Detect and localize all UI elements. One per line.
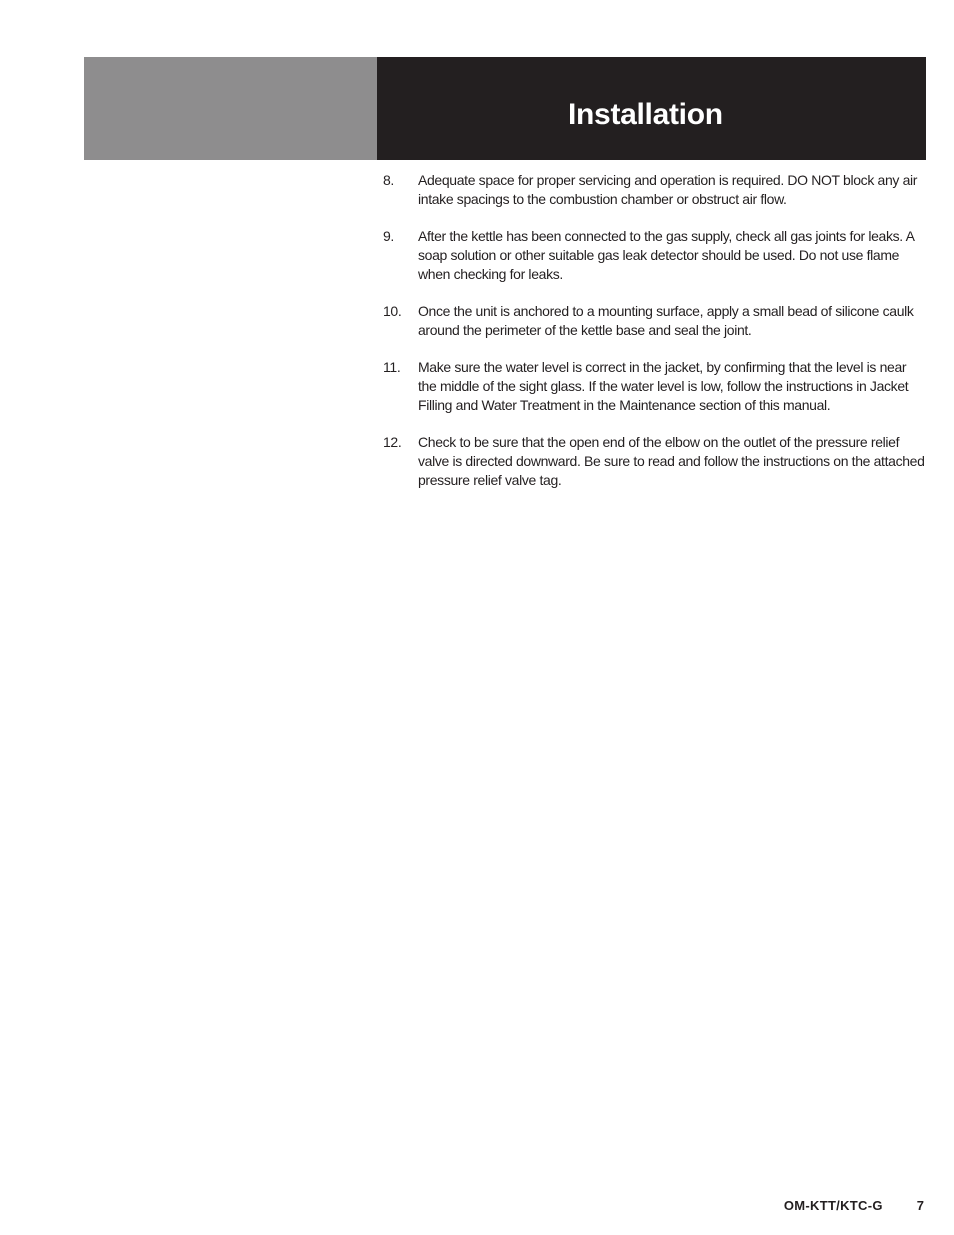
step-text: Make sure the water level is correct in the jacket, by confirming that the level is near the middle of the sight glass. If the water level is low, follow the instructions in Jacket Filling and Water Treatment in the Maintenance section of this manual. [418, 359, 909, 413]
page-footer [784, 1197, 924, 1215]
list-item [383, 171, 928, 209]
installation-steps-list [383, 171, 928, 508]
list-item [383, 433, 928, 490]
header-gray-block [84, 57, 377, 160]
page-number: 7 [916, 1198, 924, 1213]
step-text: Adequate space for proper servicing and operation is required. DO NOT block any air intake spacings to the combustion chamber or obstruct air flow. [418, 172, 918, 207]
step-number: 11. [383, 359, 401, 375]
step-number: 8. [383, 172, 394, 188]
step-text: After the kettle has been connected to the gas supply, check all gas joints for leaks. A soap solution or other suitable gas leak detector should be used. Do not use flame when checking for leaks. [418, 228, 914, 282]
step-text: Once the unit is anchored to a mounting surface, apply a small bead of silicone caulk around the perimeter of the kettle base and seal the joint. [418, 303, 914, 338]
step-number: 9. [383, 228, 394, 244]
step-text: Check to be sure that the open end of the elbow on the outlet of the pressure relief valve is directed downward. Be sure to read and follow the instructions on the attached pressure relief valve tag. [418, 434, 925, 488]
step-number: 12. [383, 434, 402, 450]
document-code: OM-KTT/KTC-G [783, 1198, 883, 1213]
list-item [383, 358, 928, 415]
list-item [383, 302, 928, 340]
section-title: Installation [568, 98, 723, 131]
step-number: 10. [383, 303, 402, 319]
list-item [383, 227, 928, 284]
